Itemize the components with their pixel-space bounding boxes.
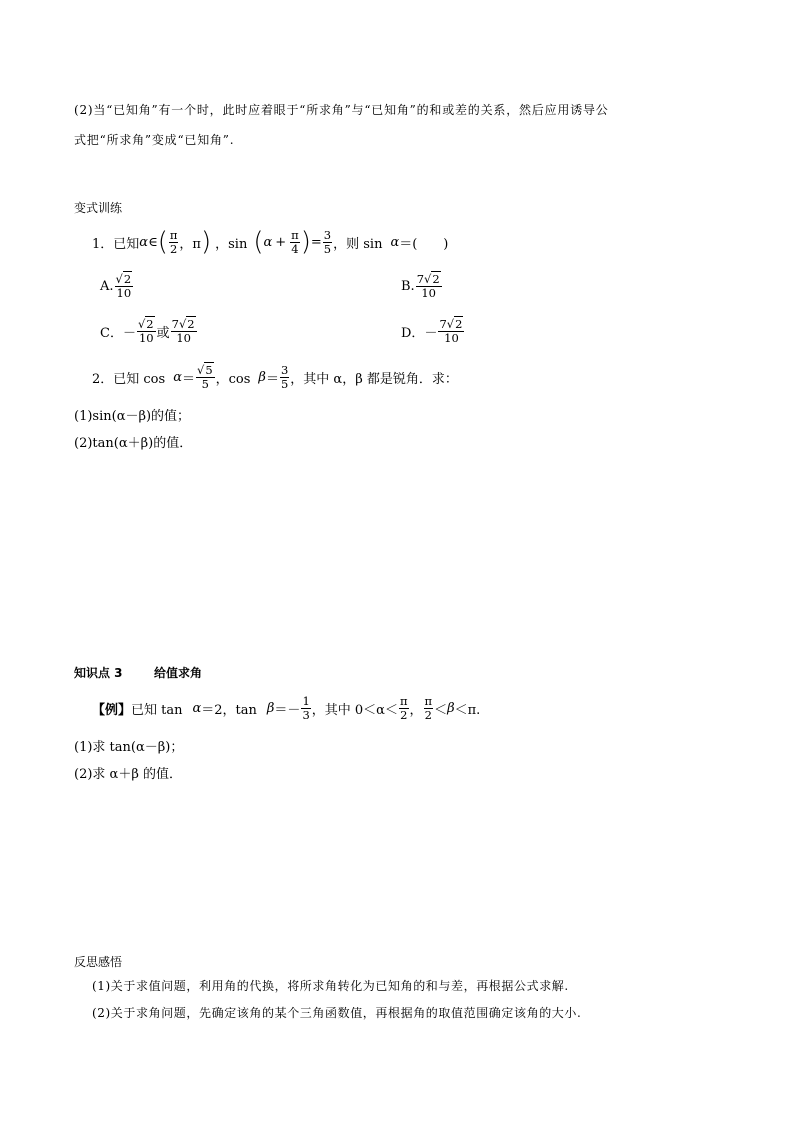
option-b-label: B. xyxy=(401,278,415,294)
q1-eq: = xyxy=(310,234,322,250)
question-1 xyxy=(92,220,448,264)
reflection-line-2: (2)关于求角问题，先确定该角的某个三角函数值，再根据角的取值范围确定该角的大小. xyxy=(92,1006,582,1020)
example-frac-pi-2-b: $\frac{\pi}{2}$ xyxy=(424,693,433,722)
reflection-line-1: (1)关于求值问题，利用角的代换，将所求角转化为已知角的和与差，再根据公式求解. xyxy=(92,979,569,993)
intro-paragraph xyxy=(74,97,734,153)
q2-frac-1: $\frac{√5}{5}$ xyxy=(196,362,213,391)
q1-frac-3-5: $\frac{3}{5}$ xyxy=(323,227,332,256)
option-d-minus: － xyxy=(424,325,438,341)
option-c-frac-1: $\frac{√2}{10}$ xyxy=(137,316,154,345)
q1-frac-pi-2: $\frac{\pi}{2}$ xyxy=(169,227,178,256)
example-frac-1-3: $\frac{1}{3}$ xyxy=(302,693,310,722)
q1-tail: ＝( ) xyxy=(399,236,449,252)
option-c-minus: － xyxy=(122,325,136,341)
example-frac-pi-2: $\frac{\pi}{2}$ xyxy=(399,693,408,722)
option-c-or: 或 xyxy=(156,325,170,341)
option-d-label: D． xyxy=(401,325,425,341)
example-beta: β xyxy=(266,700,275,716)
example-sub-1: (1)求 tan(α－β)； xyxy=(74,740,184,755)
q1-paren-close: ) xyxy=(200,227,212,257)
example-bracket: 【例】 xyxy=(92,702,132,718)
option-d xyxy=(401,313,465,349)
example-tail: ＜π. xyxy=(454,702,481,718)
q1-paren2-open: ( xyxy=(253,227,264,257)
q2-frac-2: $\frac{3}{5}$ xyxy=(280,362,289,391)
option-b-frac: $\frac{7√2}{10}$ xyxy=(416,271,440,300)
option-c-frac-2: $\frac{7√2}{10}$ xyxy=(171,316,195,345)
knowledge-point-title: 给值求角 xyxy=(154,666,203,680)
q2-beta: β xyxy=(258,369,266,385)
example-comma: ， xyxy=(409,702,423,718)
option-b xyxy=(401,268,443,304)
q1-sin: ，sin xyxy=(215,236,248,252)
option-a xyxy=(100,268,134,304)
q2-tail: ，其中 α，β 都是锐角．求： xyxy=(290,371,458,387)
question-2 xyxy=(92,357,458,397)
q2-prefix: 2．已知 cos xyxy=(92,371,166,387)
q1-comma-pi: ，π xyxy=(179,236,201,252)
q2-sub-2: (2)tan(α＋β)的值． xyxy=(74,436,193,451)
option-a-label: A. xyxy=(100,278,114,294)
example-text-1: 已知 tan xyxy=(131,702,183,718)
knowledge-point-label: 知识点 3 xyxy=(74,666,123,680)
q1-paren-open: ( xyxy=(157,227,168,257)
q1-alpha-2: α xyxy=(263,234,273,250)
option-c-label: C． xyxy=(100,325,123,341)
example-cond: ，其中 0＜α＜ xyxy=(311,702,398,718)
example-sub-2: (2)求 α＋β 的值． xyxy=(74,767,182,782)
example-lt: ＜ xyxy=(434,702,448,718)
q2-cos2: ，cos xyxy=(215,371,251,387)
q1-plus: + xyxy=(275,234,287,250)
practice-heading: 变式训练 xyxy=(74,201,123,215)
example-alpha: α xyxy=(192,700,202,716)
example xyxy=(92,688,480,728)
option-c xyxy=(100,313,198,349)
intro-line-1: (2)当“已知角”有一个时，此时应着眼于“所求角”与“已知角”的和或差的关系，然后应用诱导公 xyxy=(74,103,609,117)
q1-paren2-close: ) xyxy=(300,227,311,257)
q2-eq: ＝ xyxy=(181,371,195,387)
q1-prefix: 1．已知 xyxy=(92,236,140,252)
q2-sub-1: (1)sin(α－β)的值； xyxy=(74,409,191,424)
q1-frac-pi-4: $\frac{\pi}{4}$ xyxy=(291,227,299,256)
q2-eq-2: ＝ xyxy=(265,371,279,387)
q1-alpha-3: α xyxy=(390,234,400,250)
q1-then: ，则 sin xyxy=(333,236,383,252)
example-eq-2: ＝2，tan xyxy=(201,702,257,718)
example-beta-2: β xyxy=(447,700,455,716)
q2-alpha: α xyxy=(173,369,182,385)
q1-alpha: α xyxy=(139,234,149,250)
option-a-frac: $\frac{√2}{10}$ xyxy=(115,271,132,300)
option-d-frac: $\frac{7√2}{10}$ xyxy=(439,316,463,345)
intro-line-2: 式把“所求角”变成“已知角”. xyxy=(74,133,235,147)
q1-in: ∈ xyxy=(148,234,158,250)
example-eq-minus: ＝－ xyxy=(274,702,301,718)
reflection-heading: 反思感悟 xyxy=(74,955,123,969)
